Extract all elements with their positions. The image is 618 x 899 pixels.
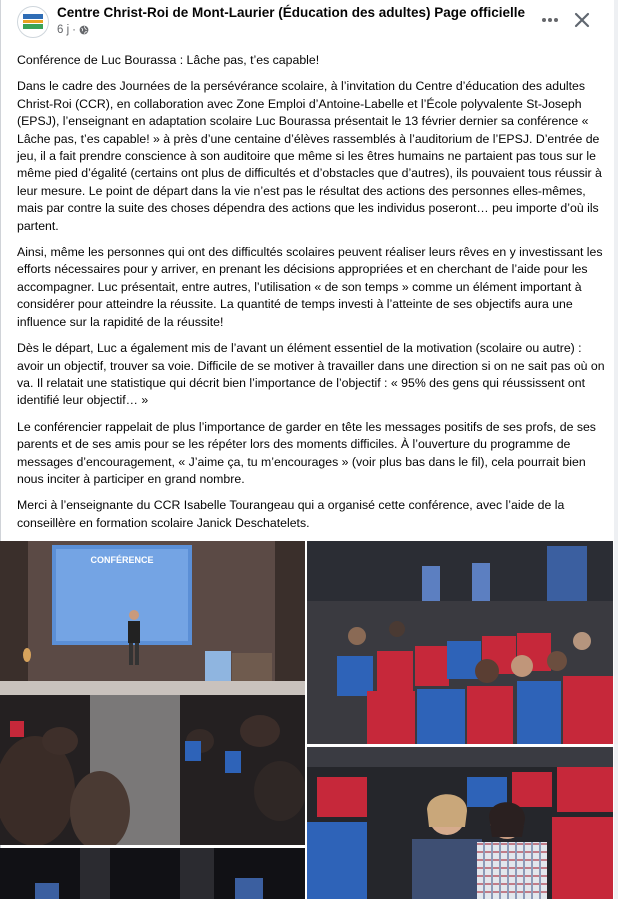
logo-stripe [23,24,43,29]
post-paragraph: Le conférencier rappelait de plus l’importance de garder en tête les messages positifs de ses profs, de ses parents et de ses amis pour se les répéter lors des moments difficiles. À l’ouverture du programme de messages d’encouragement, « J’aime ça, tu m’encourages » (voir plus bas dans le fil), cela pourrait bien nous inciter à participer en grand nombre. [17,419,596,486]
logo-stripe [23,14,43,19]
post-paragraph: Merci à l’enseignante du CCR Isabelle Tourangeau qui a organisé cette conférence, avec l’aide de la conseillère en formation scolaire Janick Deschatelets. [17,498,565,530]
photo-hall-illustration [0,848,305,899]
photo-women-illustration [307,747,613,899]
post-paragraph: Dans le cadre des Journées de la persévérance scolaire, à l’invitation du Centre d’éducation des adultes Christ-Roi (CCR), en collaboration avec Zone Emploi d’Antoine-Labelle et l’École polyvalente St-Joseph (EPSJ), l’enseignant en adaptation scolaire Luc Bourassa présentait le 13 février dernier sa conférence « Lâche pas, t’es capable! » à près d’une centaine d’élèves rassemblés à l’auditorium de l’EPSJ. D’entrée de jeu, il a fait prendre conscience à son auditoire que même si les êtres humains ne partaient pas tous sur le même pied d’égalité (certains ont plus de difficultés et d’obstacles que d’autres), ils pouvaient tous réussir à leur mesure. Le point de départ dans la vie n’est pas le résultat des actions des personnes elles-mêmes, mais par contre la suite des choses dépendra des actions que les individus poseront… peu importe d’où ils partent. [17,79,602,233]
page-name-link[interactable]: Centre Christ-Roi de Mont-Laurier (Éducation des adultes) Page officielle [57,5,526,20]
more-options-button[interactable] [538,8,562,32]
post-paragraph: Dès le départ, Luc a également mis de l’avant un élément essentiel de la motivation (scolaire ou autre) : avoir un objectif, trouver sa voie. Difficile de se motiver à travailler dans une direction si on ne sait pas où on va. Il relatait une statistique qui décrit bien l’importance de l’objectif : « 95% des gens qui réussissent ont identifié leur objectif… » [17,341,605,408]
photo-grid [0,541,614,899]
photo-hall-partial[interactable] [0,848,305,899]
more-horizontal-icon [541,17,559,23]
page-avatar[interactable] [17,6,49,38]
close-button[interactable] [570,8,594,32]
close-icon [574,12,590,28]
screen-label: CONFÉRENCE [90,555,154,565]
photo-audience-illustration [307,541,613,744]
post-paragraph: Ainsi, même les personnes qui ont des difficultés scolaires peuvent réaliser leurs rêves en y investissant les efforts nécessaires pour y arriver, en prenant les décisions appropriées et en cherchant de l’aide pour les accompagner. Luc présentait, entre autres, l’utilisation « de son temps » comme un élément important à considérer pour atteindre la réussite. La quantité de temps investi à l’atteinte de ses objectifs aura une influence sur la rapidité de la réussite! [17,245,603,329]
post-meta [57,24,89,36]
post-time[interactable]: 6 j [57,24,70,36]
logo-stripe [23,20,43,23]
post-title: Conférence de Luc Bourassa : Lâche pas, t’es capable! [17,53,320,67]
photo-two-women-seated[interactable] [307,747,613,899]
photo-stage-auditorium[interactable] [0,541,305,845]
scrollbar-track[interactable] [614,0,618,899]
post-header [0,0,614,42]
photo-audience-seats[interactable] [307,541,613,744]
photo-stage-illustration [0,541,305,845]
meta-separator: · [72,24,76,36]
globe-icon [79,25,89,35]
post-text [17,52,607,541]
